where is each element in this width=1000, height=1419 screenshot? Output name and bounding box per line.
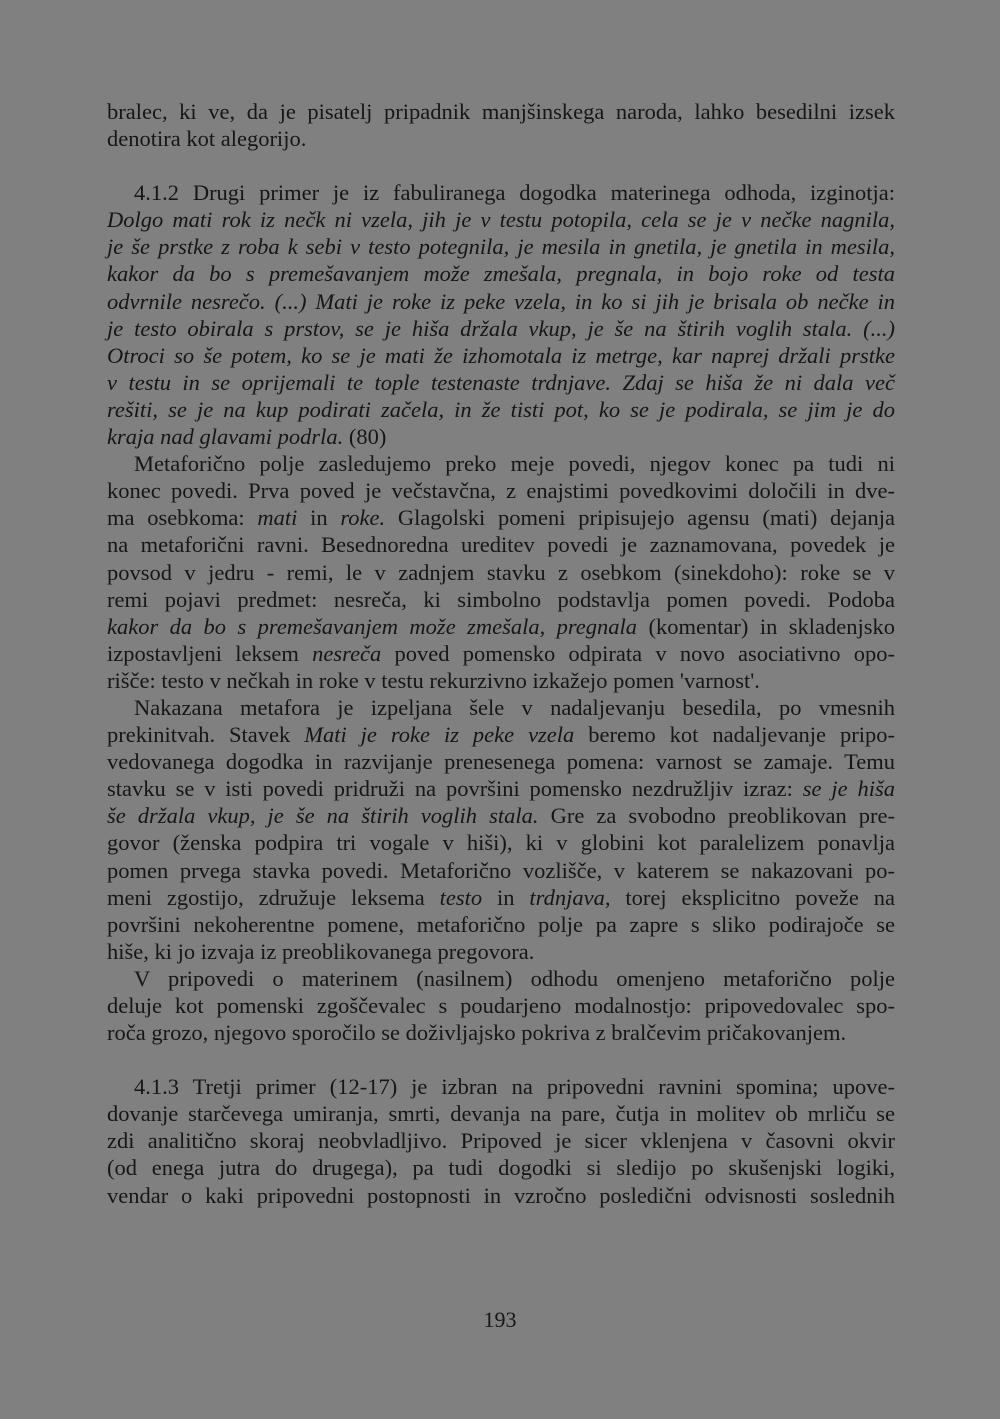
quote-line: Otroci so še potem, ko se je mati že izhomotala iz metrge, kar naprej držali prstke <box>107 342 895 368</box>
quote-line: kraja nad glavami podrla. (80) <box>107 424 387 450</box>
quote-line: Dolgo mati rok iz nečk ni vzela, jih je v testu potopila, cela se je v nečke nagnila, <box>107 207 895 233</box>
section-4-1-3: 4.1.3 Tretji primer (12-17) je izbran na pripovedni ravnini spomina; upove- dovanje starčevega umiranja, smrti, devanja na pare, čutja in molitev ob mrliču se zdi analitično skoraj neobvladljivo. Pripoved je sicer vklenjena v časovni okvir (od enega jutra do drugega), pa tudi dogodki si sledijo po skušenjski logiki, vendar o kaki pripovedni postopnosti in vzročno posledični odvisnosti soslednih <box>107 1074 895 1208</box>
quote-line: kakor da bo s premešavanjem može zmešala, pregnala, in bojo roke od testa <box>107 261 895 287</box>
paragraph-mother-departure: V pripovedi o materinem (nasilnem) odhodu omenjeno metaforično polje deluje kot pomenski zgoščevalec s poudarjeno modalnostjo: pripovedovalec spo- roča grozo, njegovo sporočilo se doživljajsko pokriva z bralčevim pričakovanjem. <box>107 965 895 1046</box>
paragraph-continuation: bralec, ki ve, da je pisatelj pripadnik manjšinskega naroda, lahko besedilni izsek denotira kot alegorijo. <box>107 99 895 152</box>
page-number: 193 <box>483 1307 517 1332</box>
quote-line: odvrnile nesrečo. (...) Mati je roke iz peke vzela, in ko si jih je brisala ob nečke in <box>107 288 895 314</box>
quote-line: je testo obirala s prstov, se je hiša držala vkup, je še na štirih voglih stala. (...) <box>107 315 895 341</box>
quote-line: rešiti, se je na kup podirati začela, in že tisti pot, ko se je podirala, se jim je do <box>107 396 895 422</box>
paragraph-metaphor-field: Metaforično polje zasledujemo preko meje povedi, njegov konec pa tudi ni konec povedi. Prva poved je večstavčna, z enajstimi povedkovimi določili in dve- ma osebkoma: mati in roke. Glagolski pomeni pripisujejo agensu (mati) dejanja na metaforični ravni. Besednoredna ureditev povedi je zaznamovana, povedek je povsod v jedru - remi, le v zadnjem stavku z osebkom (sinekdoho): roke se v remi pojavi predmet: nesreča, ki simbolno podstavlja pomen povedi. Podoba kakor da bo s premešavanjem može zmešala, pregnala (komentar) in skladenjsko izpostavljeni leksem nesreča poved pomensko odpirata v novo asociativno opo- rišče: testo v nečkah in roke v testu rekurzivno izkažejo pomen 'varnost'. <box>107 451 895 693</box>
quote-line: je še prstke z roba k sebi v testo potegnila, je mesila in gnetila, je gnetila in mesila, <box>107 234 895 260</box>
quote-line: v testu in se oprijemali te tople testenaste trdnjave. Zdaj se hiša že ni dala več <box>107 369 895 395</box>
citation: (80) <box>348 424 387 450</box>
body-text <box>107 98 895 1209</box>
paragraph-implied-metaphor: Nakazana metafora je izpeljana šele v nadaljevanju besedila, po vmesnih prekinitvah. Stavek Mati je roke iz peke vzela beremo kot nadaljevanje pripo- vedovanega dogodka in razvijanje prenesenega pomena: varnost se zamaje. Temu stavku se v isti povedi pridruži na površini pomensko nezdružljiv izraz: se je hiša še držala vkup, je še na štirih voglih stala. Gre za svobodno preoblikovan pre- govor (ženska podpira tri vogale v hiši), ki v globini kot paralelizem ponavlja pomen prvega stavka povedi. Metaforično vozlišče, v katerem se nakazovani po- meni zgostijo, združuje leksema testo in trdnjava, torej eksplicitno poveže na površini nekoherentne pomene, metaforično polje pa zapre s sliko podirajoče se hiše, ki jo izvaja iz preoblikovanega pregovora. <box>107 694 895 964</box>
section-4-1-2: 4.1.2 Drugi primer je iz fabuliranega dogodka materinega odhoda, izginotja: Dolgo mati rok iz nečk ni vzela, jih je v testu potopila, cela se je v nečke nagnila, je še prstke z roba k sebi v testo potegnila, je mesila in gnetila, je gnetila in mesila, kakor da bo s premešavanjem može zmešala, pregnala, in bojo roke od testa odvrnile nesrečo. (...) Mati je roke iz peke vzela, in ko si jih je brisala ob nečke in je testo obirala s prstov, se je hiša držala vkup, je še na štirih voglih stala. (...) Otroci so še potem, ko se je mati že izhomotala iz metrge, kar naprej držali prstke v testu in se oprijemali te tople testenaste trdnjave. Zdaj se hiša že ni dala več rešiti, se je na kup podirati začela, in že tisti pot, ko se je podirala, se jim je do kraja nad glavami podrla. (80) <box>107 180 895 450</box>
